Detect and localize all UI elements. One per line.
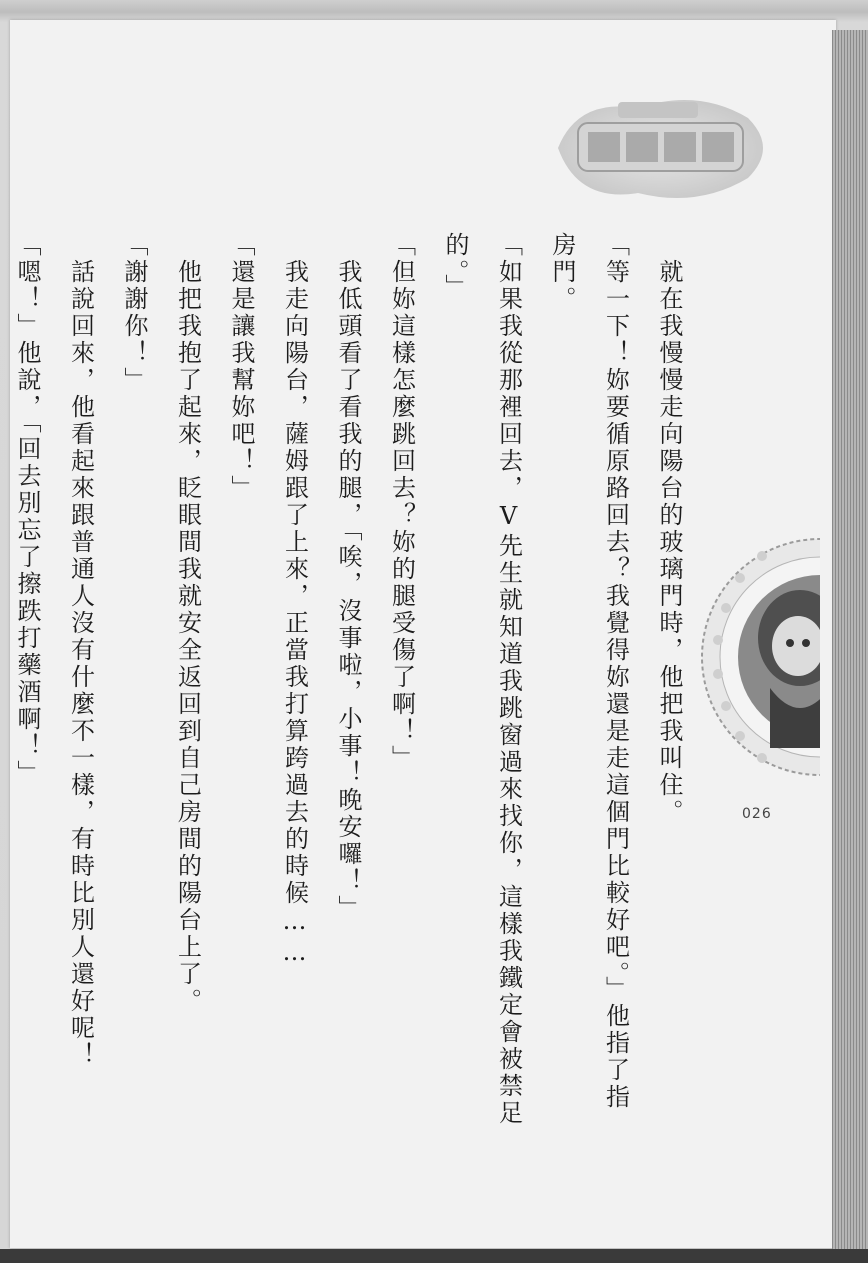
text-paragraph: 就在我慢慢走向陽台的玻璃門時，他把我叫住。 bbox=[655, 232, 683, 826]
text-paragraph: 「等一下！妳要循原路回去？我覺得妳還是走這個門比較好吧。」他指了指房門。 bbox=[548, 232, 630, 1111]
text-paragraph: 「嗯！」他說，「回去別忘了擦跌打藥酒啊！」 bbox=[13, 232, 41, 787]
text-paragraph: 「如果我從那裡回去，V先生就知道我跳窗過來找你，這樣我鐵定會被禁足的。」 bbox=[441, 232, 523, 1127]
series-logo bbox=[548, 88, 778, 208]
text-paragraph: 「還是讓我幫妳吧！」 bbox=[227, 232, 255, 502]
vertical-text-body bbox=[13, 232, 695, 1132]
text-paragraph: 我走向陽台，薩姆跟了上來，正當我打算跨過去的時候…… bbox=[280, 232, 309, 969]
text-paragraph: 「謝謝你！」 bbox=[120, 232, 148, 394]
text-paragraph: 話說回來，他看起來跟普通人沒有什麼不一樣，有時比別人還好呢！ bbox=[66, 232, 95, 1069]
text-paragraph: 「但妳這樣怎麼跳回去？妳的腿受傷了啊！」 bbox=[387, 232, 416, 772]
scan-bottom-border bbox=[0, 1249, 868, 1263]
page-number: 026 bbox=[742, 806, 772, 822]
text-paragraph: 他把我抱了起來，眨眼間我就安全返回到自己房間的陽台上了。 bbox=[173, 232, 202, 1015]
character-medallion bbox=[700, 528, 820, 786]
text-paragraph: 我低頭看了看我的腿，「唉，沒事啦，小事！晚安囉！」 bbox=[334, 232, 362, 922]
page-edge-stack bbox=[832, 30, 868, 1252]
